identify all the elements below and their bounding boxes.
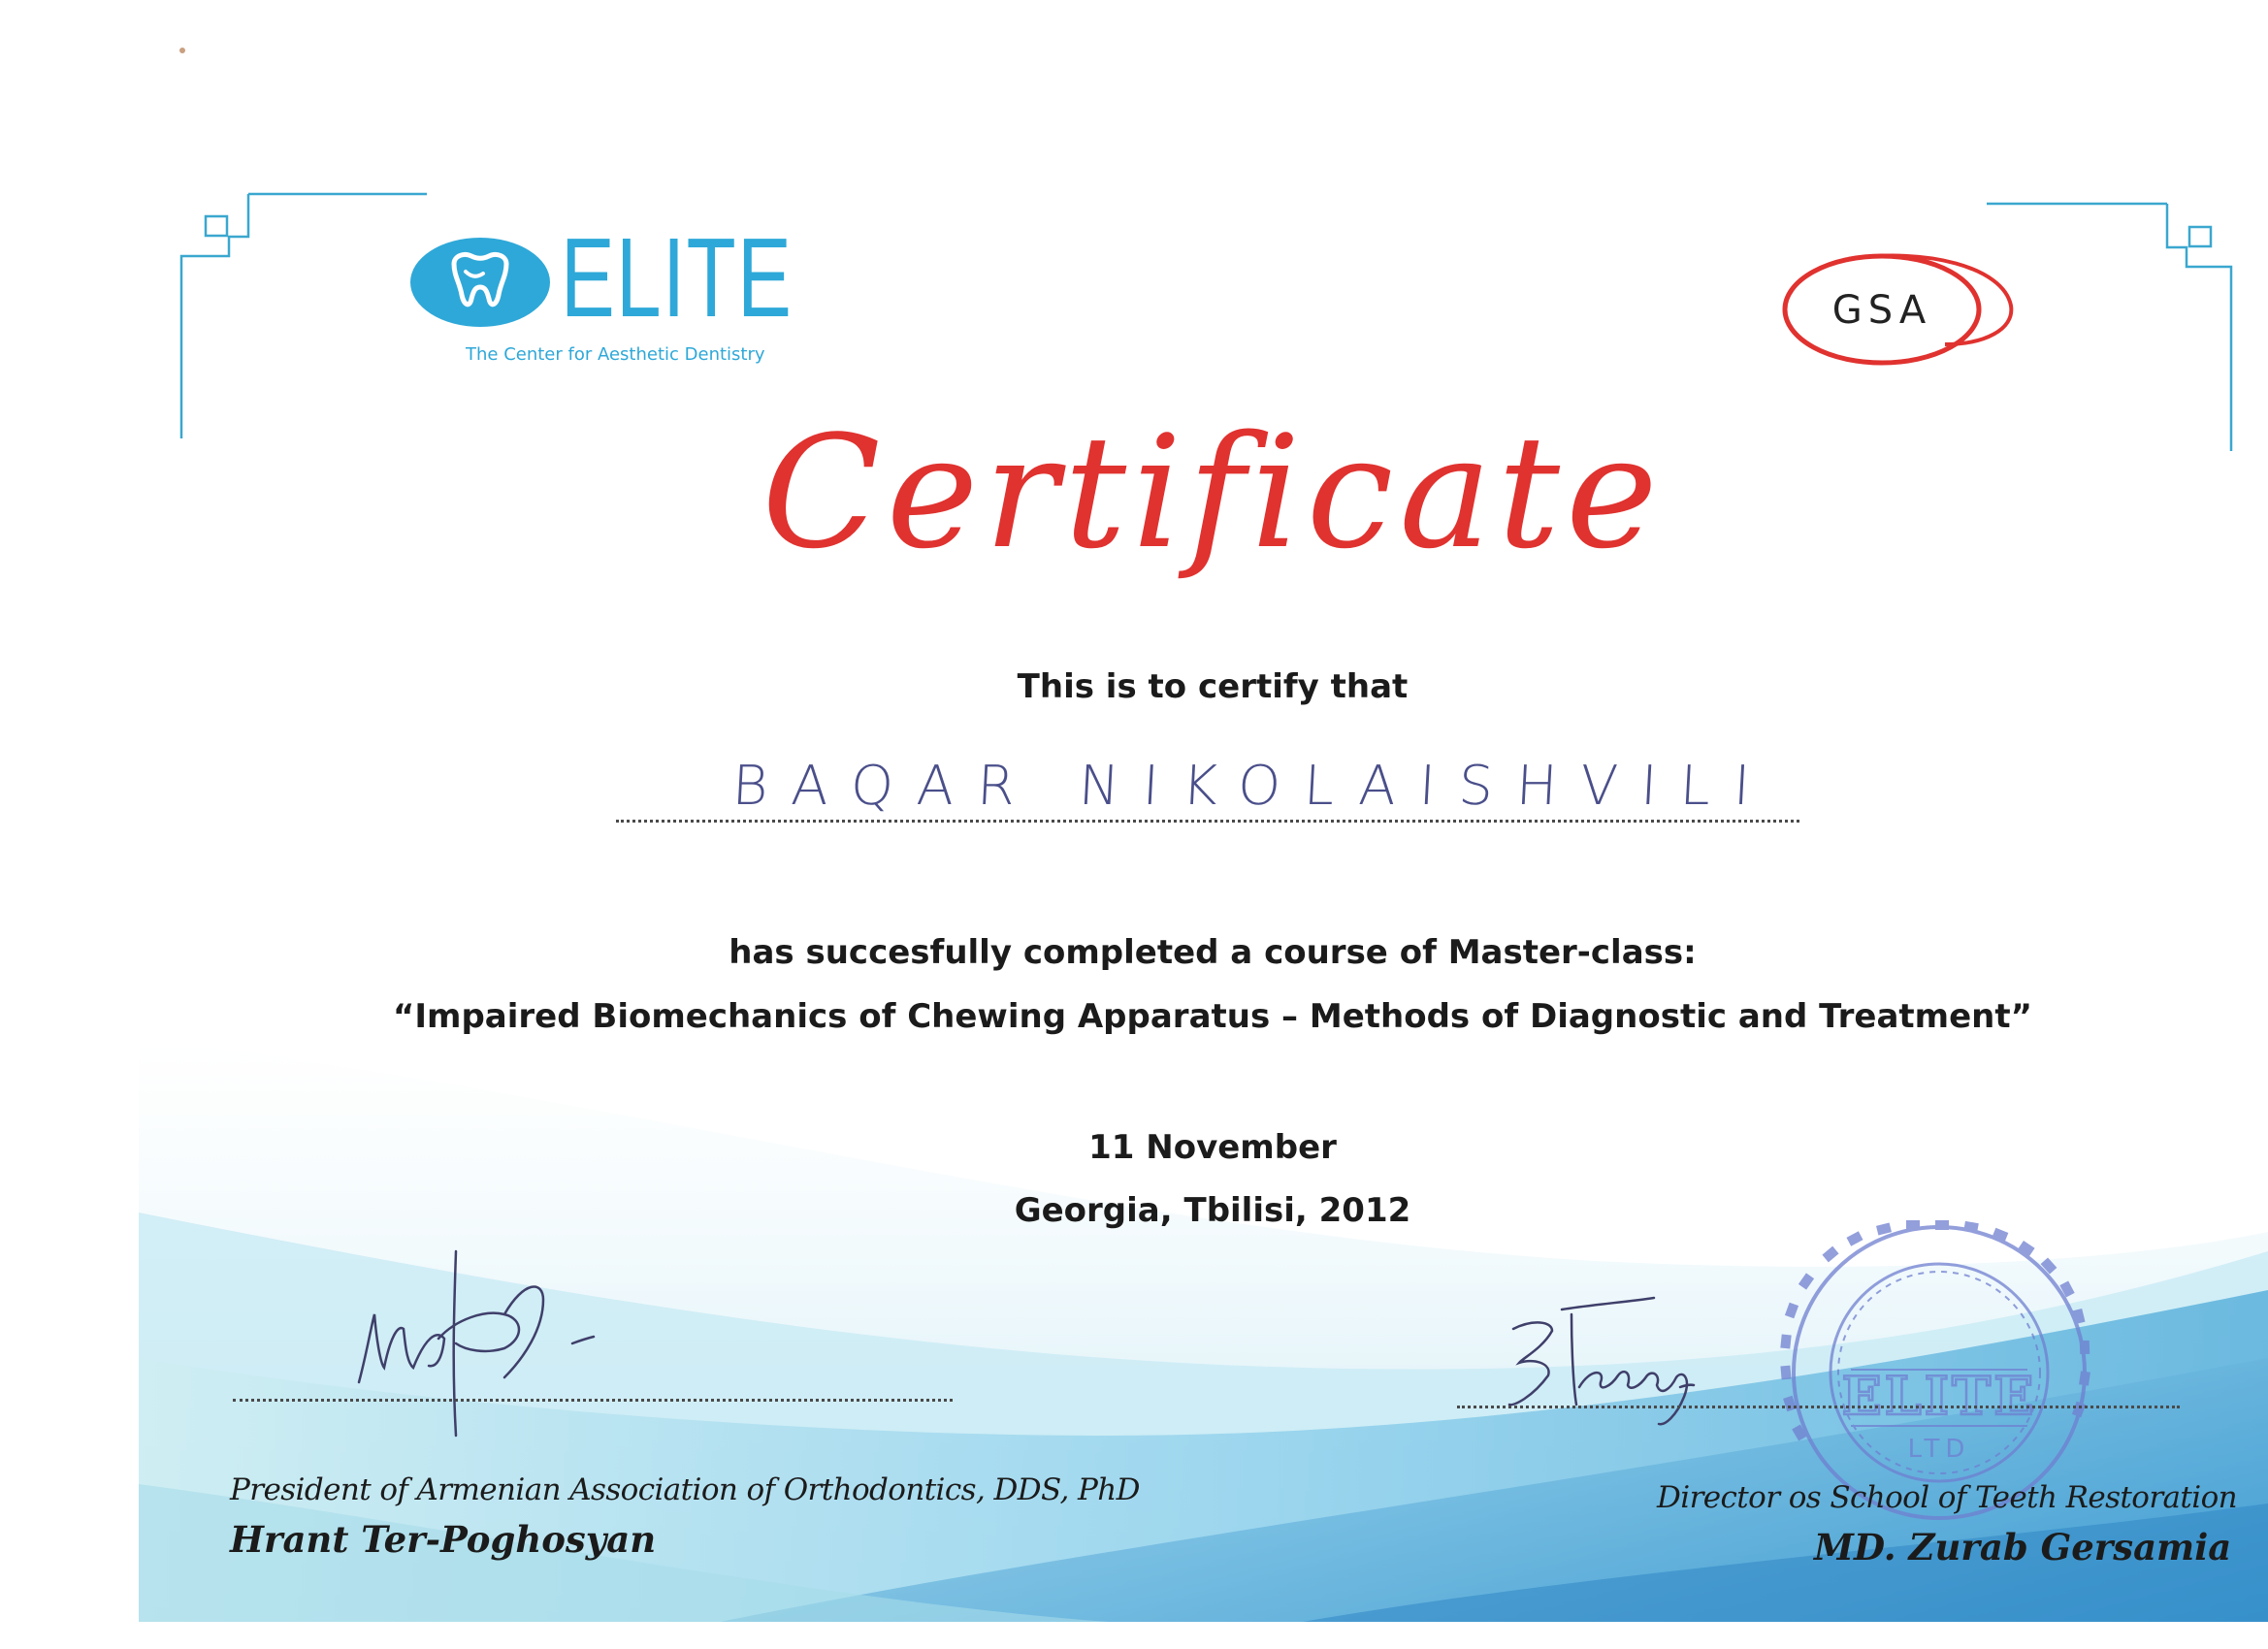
tooth-icon xyxy=(407,235,553,330)
certify-intro: This is to certify that xyxy=(1017,667,1409,706)
left-signatory-role: President of Armenian Association of Orthodontics, DDS, PhD xyxy=(230,1472,1140,1507)
elite-tagline: The Center for Aesthetic Dentistry xyxy=(466,344,765,365)
event-place: Georgia, Tbilisi, 2012 xyxy=(1014,1191,1411,1230)
elite-wordmark: ELITE xyxy=(561,214,794,340)
stamp-center-text: ELITE xyxy=(1841,1365,2037,1427)
recipient-name: BAQAR NIKOLAISHVILI xyxy=(730,755,1775,818)
right-signatory-role: Director os School of Teeth Restoration xyxy=(1657,1480,2238,1515)
gsa-wordmark: GSA xyxy=(1831,288,1932,333)
course-title: “Impaired Biomechanics of Chewing Apparatus – Methods of Diagnostic and Treatment” xyxy=(393,997,2032,1036)
right-signature-line xyxy=(1457,1406,2180,1408)
certificate-title: Certificate xyxy=(761,402,1664,583)
left-signatory-name: Hrant Ter-Poghosyan xyxy=(230,1518,657,1561)
left-signature-line xyxy=(233,1399,953,1402)
event-date: 11 November xyxy=(1088,1128,1337,1167)
right-signatory-name: MD. Zurab Gersamia xyxy=(1814,1526,2232,1568)
elite-logo xyxy=(407,214,805,369)
recipient-name-line xyxy=(616,820,1799,823)
completion-statement: has succesfully completed a course of Master-class: xyxy=(729,933,1697,972)
gsa-logo xyxy=(1780,238,2018,373)
stamp-sub-text: LTD xyxy=(1907,1435,1971,1464)
scan-speck xyxy=(179,48,185,53)
